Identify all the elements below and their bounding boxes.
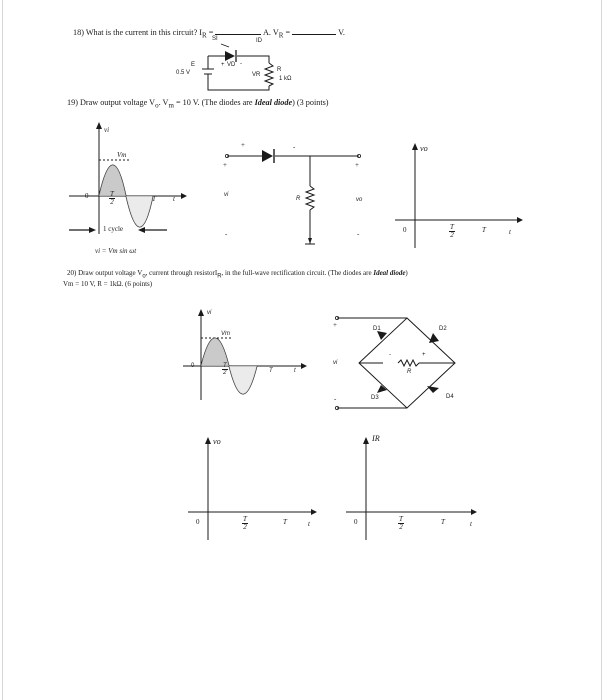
q19-plus-top: + [241, 141, 245, 149]
q20-d1-label: D1 [373, 326, 381, 332]
q19-cycle-label: 1 cycle [103, 225, 124, 233]
q20-ir-axis-label: IR [372, 434, 380, 443]
q19-input-plus: + [223, 161, 227, 169]
q20-period: T [269, 368, 273, 374]
q18-vd-label: VD [227, 62, 236, 68]
q20-prompt-line2: Vm = 10 V, R = 1kΩ. (6 points) [63, 280, 153, 288]
q20-g1-time-var: t [308, 520, 310, 528]
q20-g1-zero: 0 [196, 518, 200, 526]
q19-vo-circuit: vo [356, 197, 363, 203]
q20-r-plus: + [422, 352, 426, 358]
q20-d4-label: D4 [446, 394, 454, 400]
q18-vd-minus: - [240, 61, 242, 67]
q19-vo-axis-label: vo [420, 144, 428, 153]
q19-r-label: R [296, 196, 301, 202]
q19-out-zero: 0 [403, 226, 407, 234]
q20-input-plus: + [333, 321, 337, 329]
q18-vr-label: VR [252, 72, 261, 78]
q20-g2-zero: 0 [354, 518, 358, 526]
q20-g1-period: T [283, 518, 287, 526]
q19-minus-top: - [293, 143, 296, 151]
q19-vi-circuit: vi [224, 192, 229, 198]
worksheet-page [2, 0, 602, 700]
q20-d2-label: D2 [439, 326, 447, 332]
q20-vm-label: Vm [221, 331, 230, 337]
q18-prompt: 18) What is the current in this circuit? $I_R = A$. $V_R = V$. [73, 28, 345, 40]
q19-half-period: $\frac{T}{2}$ [110, 190, 114, 206]
q18-si-label: SI [212, 36, 218, 42]
q20-prompt-line1: 20) Draw output voltage $V_o$, current through resistorI$_R$, in the full-wave rectification circuit. (The diodes are Ideal diode) [67, 269, 408, 280]
q18-source-value: 0.5 V [176, 70, 191, 76]
q18-vd-plus: + [221, 62, 225, 68]
q18-id-label: ID [256, 38, 262, 44]
q19-zero: 0 [85, 192, 89, 200]
q19-period: T [152, 195, 156, 203]
q19-output-minus: - [357, 230, 360, 238]
q19-time-var: t [173, 195, 175, 203]
q19-vi-axis-label: vi [104, 126, 110, 134]
q19-prompt: 19) Draw output voltage $V_o$. $V_m = 10$ V. (The diodes are Ideal diode) (3 points) [67, 98, 329, 110]
q19-out-period: T [482, 226, 486, 234]
q20-time-var: t [294, 368, 296, 374]
q20-g2-period: T [441, 518, 445, 526]
q19-input-equation: vi = Vm sin ωt [95, 247, 137, 255]
q19-out-half-period: $\frac{T}{2}$ [450, 223, 454, 239]
q20-input-minus: - [334, 395, 337, 403]
q20-vi-circuit: vi [333, 360, 338, 366]
q20-zero: 0 [191, 363, 195, 369]
q20-r-minus: - [389, 352, 391, 358]
q19-out-time-var: t [509, 228, 511, 236]
q20-vi-axis-label: vi [207, 310, 212, 316]
q19-output-plus: + [355, 161, 359, 169]
q19-input-minus: - [225, 230, 228, 238]
q20-g2-half-period: $\frac{T}{2}$ [399, 515, 403, 531]
q20-g1-half-period: $\frac{T}{2}$ [243, 515, 247, 531]
q18-r-label: R [277, 67, 282, 73]
q20-g2-time-var: t [470, 520, 472, 528]
q20-d3-label: D3 [371, 395, 379, 401]
q20-half-period: $\frac{T}{2}$ [223, 363, 227, 376]
q19-vm-label: Vm [117, 151, 127, 159]
q18-r-value: 1 kΩ [279, 76, 292, 82]
q20-graphics [3, 0, 604, 700]
q20-vo-axis-label: vo [213, 437, 221, 446]
q20-r-label: R [407, 369, 412, 375]
q18-e-label: E [191, 62, 196, 68]
